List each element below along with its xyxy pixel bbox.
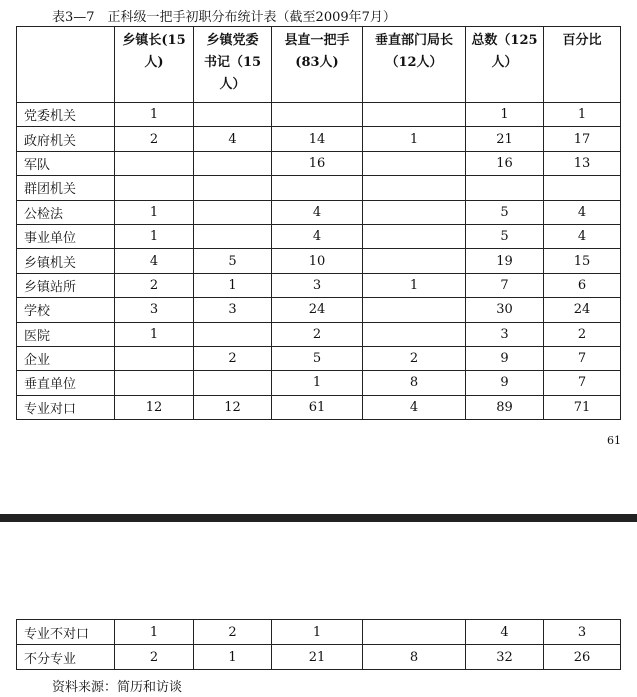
table-cell: 2 [363, 346, 466, 370]
table-row [17, 395, 621, 419]
table-cell: 2 [544, 322, 621, 346]
table-cell: 8 [363, 645, 466, 670]
table-cell: 4 [544, 224, 621, 248]
row-label: 专业对口 [17, 395, 115, 419]
table-cell: 5 [466, 224, 544, 248]
row-label: 企业 [17, 346, 115, 370]
column-header-line: 人） [219, 77, 246, 92]
table-cell [115, 371, 194, 395]
table-cell [272, 103, 363, 127]
table-cell: 2 [194, 620, 272, 645]
source-note: 资料来源：简历和访谈 [52, 680, 183, 695]
table-row [17, 273, 621, 297]
column-header-line: （12人） [385, 55, 443, 70]
row-label: 党委机关 [17, 103, 115, 127]
table-cell: 4 [194, 127, 272, 151]
table-row [17, 200, 621, 224]
table-row [17, 176, 621, 200]
table-cell: 26 [544, 645, 621, 670]
table-cell [115, 176, 194, 200]
column-header [544, 27, 621, 103]
table-row [17, 298, 621, 322]
table-cell: 1 [115, 103, 194, 127]
table-cell: 16 [466, 151, 544, 175]
table-cell: 2 [115, 273, 194, 297]
table-caption: 表3—7 正科级一把手初职分布统计表（截至2009年7月） [52, 10, 396, 25]
table-cell: 1 [194, 273, 272, 297]
table-cell: 4 [466, 620, 544, 645]
table-cell: 5 [466, 200, 544, 224]
table-cell: 9 [466, 371, 544, 395]
table-cell: 12 [115, 395, 194, 419]
row-label: 医院 [17, 322, 115, 346]
table-cell [194, 322, 272, 346]
column-header-line: 乡镇长(15 [122, 33, 186, 48]
column-header [466, 27, 544, 103]
table-cell [115, 151, 194, 175]
column-header-line: 人) [144, 55, 164, 70]
table-cell: 24 [272, 298, 363, 322]
table-cell: 2 [115, 645, 194, 670]
table-cell: 10 [272, 249, 363, 273]
table-cell [544, 176, 621, 200]
table-cell: 71 [544, 395, 621, 419]
table-cell: 5 [194, 249, 272, 273]
table-cell [272, 176, 363, 200]
row-label: 不分专业 [17, 645, 115, 670]
table-cell: 24 [544, 298, 621, 322]
table-cell: 4 [115, 249, 194, 273]
table-cell: 61 [272, 395, 363, 419]
column-header [363, 27, 466, 103]
table-cell: 1 [363, 273, 466, 297]
table-cell [363, 200, 466, 224]
table-cell [194, 103, 272, 127]
table-cell: 7 [544, 371, 621, 395]
table-cell: 1 [272, 371, 363, 395]
row-label: 群团机关 [17, 176, 115, 200]
table-cell [363, 322, 466, 346]
column-header-line: 县直一把手 [284, 33, 350, 48]
table-cell: 4 [544, 200, 621, 224]
table-cell: 2 [115, 127, 194, 151]
table-row [17, 151, 621, 175]
table-cell: 21 [466, 127, 544, 151]
table-row [17, 322, 621, 346]
table-row [17, 371, 621, 395]
table-body [17, 103, 621, 420]
table-cell: 1 [194, 645, 272, 670]
table-cell: 13 [544, 151, 621, 175]
table-cell: 30 [466, 298, 544, 322]
table-cell [194, 176, 272, 200]
row-label: 军队 [17, 151, 115, 175]
table-cell: 1 [544, 103, 621, 127]
column-header-line: 总数（125 [471, 33, 538, 48]
table-cell: 1 [115, 224, 194, 248]
table-cell: 19 [466, 249, 544, 273]
table-cell: 1 [466, 103, 544, 127]
table-cell: 2 [194, 346, 272, 370]
page-break-bar [0, 514, 637, 522]
row-label: 政府机关 [17, 127, 115, 151]
column-header [115, 27, 194, 103]
table-cell: 4 [272, 200, 363, 224]
table-row [17, 620, 621, 645]
table-cell: 14 [272, 127, 363, 151]
table-cell: 1 [115, 200, 194, 224]
table-cell: 16 [272, 151, 363, 175]
column-header [194, 27, 272, 103]
column-header-line: 垂直部门局长 [374, 33, 453, 48]
table-cell: 3 [466, 322, 544, 346]
table-cell: 89 [466, 395, 544, 419]
column-header-line: 百分比 [562, 33, 602, 48]
table-cell: 1 [363, 127, 466, 151]
table-cell: 3 [272, 273, 363, 297]
table-cell [363, 176, 466, 200]
table-row [17, 127, 621, 151]
column-header-line: 人） [491, 55, 518, 70]
table-cell: 7 [544, 346, 621, 370]
column-header-line: 乡镇党委 [206, 33, 259, 48]
row-label: 乡镇机关 [17, 249, 115, 273]
row-label: 学校 [17, 298, 115, 322]
column-header-line: (83人) [295, 55, 339, 70]
column-header [17, 27, 115, 103]
table-cell: 21 [272, 645, 363, 670]
page-number: 61 [607, 434, 621, 447]
distribution-table [16, 26, 621, 420]
distribution-table-continued [16, 619, 621, 670]
table-row [17, 224, 621, 248]
table-cell: 7 [466, 273, 544, 297]
table-cell: 8 [363, 371, 466, 395]
table-cell [194, 371, 272, 395]
row-label: 专业不对口 [17, 620, 115, 645]
table-cell: 9 [466, 346, 544, 370]
table-cell [466, 176, 544, 200]
table-row [17, 249, 621, 273]
table-body-continued [17, 620, 621, 670]
table-cell [363, 224, 466, 248]
row-label: 事业单位 [17, 224, 115, 248]
table-cell: 4 [272, 224, 363, 248]
table-cell [363, 151, 466, 175]
table-cell: 1 [115, 620, 194, 645]
table-cell [363, 249, 466, 273]
table-cell [363, 620, 466, 645]
table-cell: 2 [272, 322, 363, 346]
table-cell: 1 [272, 620, 363, 645]
table-cell: 17 [544, 127, 621, 151]
table-cell: 1 [115, 322, 194, 346]
table-cell [194, 151, 272, 175]
column-header-line: 书记（15 [203, 55, 262, 70]
table-cell: 12 [194, 395, 272, 419]
table-cell [115, 346, 194, 370]
table-row [17, 103, 621, 127]
table-row [17, 645, 621, 670]
row-label: 垂直单位 [17, 371, 115, 395]
table-cell: 6 [544, 273, 621, 297]
table-cell: 3 [194, 298, 272, 322]
table-cell [363, 298, 466, 322]
table-cell: 15 [544, 249, 621, 273]
table-cell [194, 200, 272, 224]
table-cell [363, 103, 466, 127]
row-label: 公检法 [17, 200, 115, 224]
table-cell: 4 [363, 395, 466, 419]
table-cell: 5 [272, 346, 363, 370]
table-cell: 3 [115, 298, 194, 322]
column-header [272, 27, 363, 103]
table-cell [194, 224, 272, 248]
table-cell: 32 [466, 645, 544, 670]
row-label: 乡镇站所 [17, 273, 115, 297]
table-header-row [17, 27, 621, 103]
table-cell: 3 [544, 620, 621, 645]
table-row [17, 346, 621, 370]
